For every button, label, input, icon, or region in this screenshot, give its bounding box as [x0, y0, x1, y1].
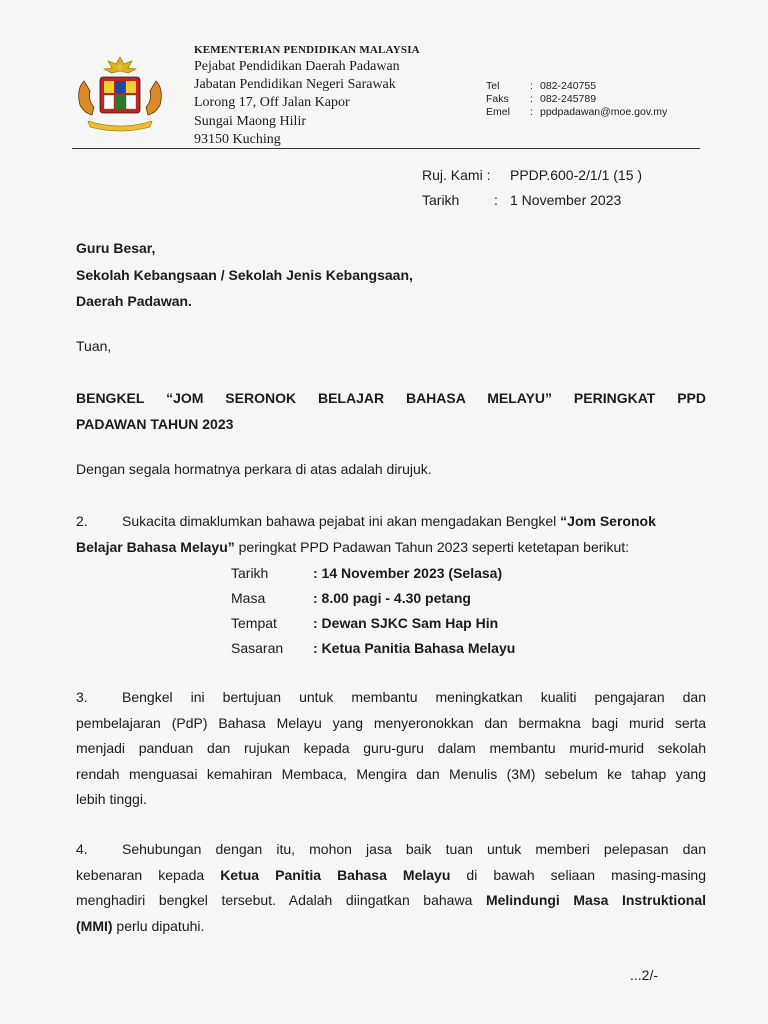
detail-label: Tarikh: [231, 565, 269, 581]
paragraph-1: Dengan segala hormatnya perkara di atas adalah dirujuk.: [76, 461, 432, 477]
address-line: Sungai Maong Hilir: [194, 113, 306, 129]
salutation: Tuan,: [76, 338, 112, 354]
detail-row: [231, 561, 515, 586]
letter-subject: [76, 385, 706, 437]
ministry-name: KEMENTERIAN PENDIDIKAN MALAYSIA: [194, 44, 420, 56]
paragraph-number: 3.: [76, 689, 88, 705]
contact-value: ppdpadawan@moe.gov.my: [540, 106, 668, 118]
tarikh-label: Tarikh: [422, 192, 460, 208]
paragraph-4: 4. Sehubungan dengan itu, mohon jasa baik tuan untuk memberi pelepasan dan kebenaran kepada Ketua Panitia Bahasa Melayu di bawah seliaan masing-masing menghadiri bengkel tersebut. Adalah diingatkan bahawa Melindungi Masa Instruktional (MMI) perlu dipatuhi.: [76, 837, 706, 939]
contact-label: Faks: [486, 93, 509, 105]
contact-label: Emel: [486, 106, 510, 118]
recipient-line: Guru Besar,: [76, 240, 156, 256]
contact-label: Tel: [486, 80, 500, 92]
paragraph-3: 3. Bengkel ini bertujuan untuk membantu meningkatkan kualiti pengajaran dan pembelajaran (PdP) Bahasa Melayu yang menyeronokkan dan bermakna bagi murid serta menjadi panduan dan rujukan kepada guru-guru dalam membantu murid-murid sekolah rendah menguasai kemahiran Membaca, Mengira dan Menulis (3M) sebelum ke tahap yang lebih tinggi.: [76, 685, 706, 813]
address-line: 93150 Kuching: [194, 131, 281, 147]
detail-value: : Ketua Panitia Bahasa Melayu: [313, 640, 516, 656]
continuation-marker: ...2/-: [630, 967, 659, 983]
contact-value: 082-245789: [540, 93, 597, 105]
event-details: [231, 561, 515, 661]
ruj-label: Ruj. Kami :: [422, 167, 491, 183]
detail-value: : 8.00 pagi - 4.30 petang: [313, 590, 471, 606]
recipient-block: [76, 235, 413, 315]
contact-tel: Tel : 082-240755: [486, 80, 597, 92]
malaysia-coat-of-arms-icon: [70, 55, 170, 135]
address-line: Pejabat Pendidikan Daerah Padawan: [194, 59, 400, 74]
office-address: [194, 58, 400, 149]
paragraph-number: 4.: [76, 841, 88, 857]
reference-block: [422, 163, 642, 213]
subject-line: PADAWAN TAHUN 2023: [76, 416, 234, 432]
detail-label: Sasaran: [231, 640, 284, 656]
contact-email: Emel : ppdpadawan@moe.gov.my: [486, 106, 668, 118]
tarikh-value: 1 November 2023: [510, 192, 622, 208]
recipient-line: Daerah Padawan.: [76, 293, 192, 309]
subject-line: BENGKEL “JOM SERONOK BELAJAR BAHASA MELAYU” PERINGKAT PPD: [76, 390, 706, 406]
ruj-value: PPDP.600-2/1/1 (15 ): [510, 167, 643, 183]
detail-row: [231, 636, 515, 661]
reference-number: [422, 163, 642, 188]
recipient-line: Sekolah Kebangsaan / Sekolah Jenis Kebangsaan,: [76, 266, 413, 283]
detail-label: Masa: [231, 590, 266, 606]
reference-date: Tarikh : 1 November 2023: [422, 188, 642, 213]
address-line: Jabatan Pendidikan Negeri Sarawak: [194, 77, 396, 93]
letterhead-divider: [72, 148, 700, 149]
detail-label: Tempat: [231, 615, 277, 631]
detail-value: : Dewan SJKC Sam Hap Hin: [313, 615, 499, 631]
paragraph-number: 2.: [76, 513, 88, 529]
detail-row: [231, 611, 515, 636]
contact-info: [486, 80, 667, 119]
paragraph-2: 2. Sukacita dimaklumkan bahawa pejabat ini akan mengadakan Bengkel “Jom Seronok Belajar Bahasa Melayu” peringkat PPD Padawan Tahun 2023 seperti ketetapan berikut:: [76, 509, 706, 560]
detail-row: [231, 586, 515, 611]
contact-value: 082-240755: [540, 80, 597, 92]
address-line: Lorong 17, Off Jalan Kapor: [194, 95, 350, 111]
contact-fax: Faks : 082-245789: [486, 93, 597, 105]
detail-value: : 14 November 2023 (Selasa): [313, 565, 503, 581]
